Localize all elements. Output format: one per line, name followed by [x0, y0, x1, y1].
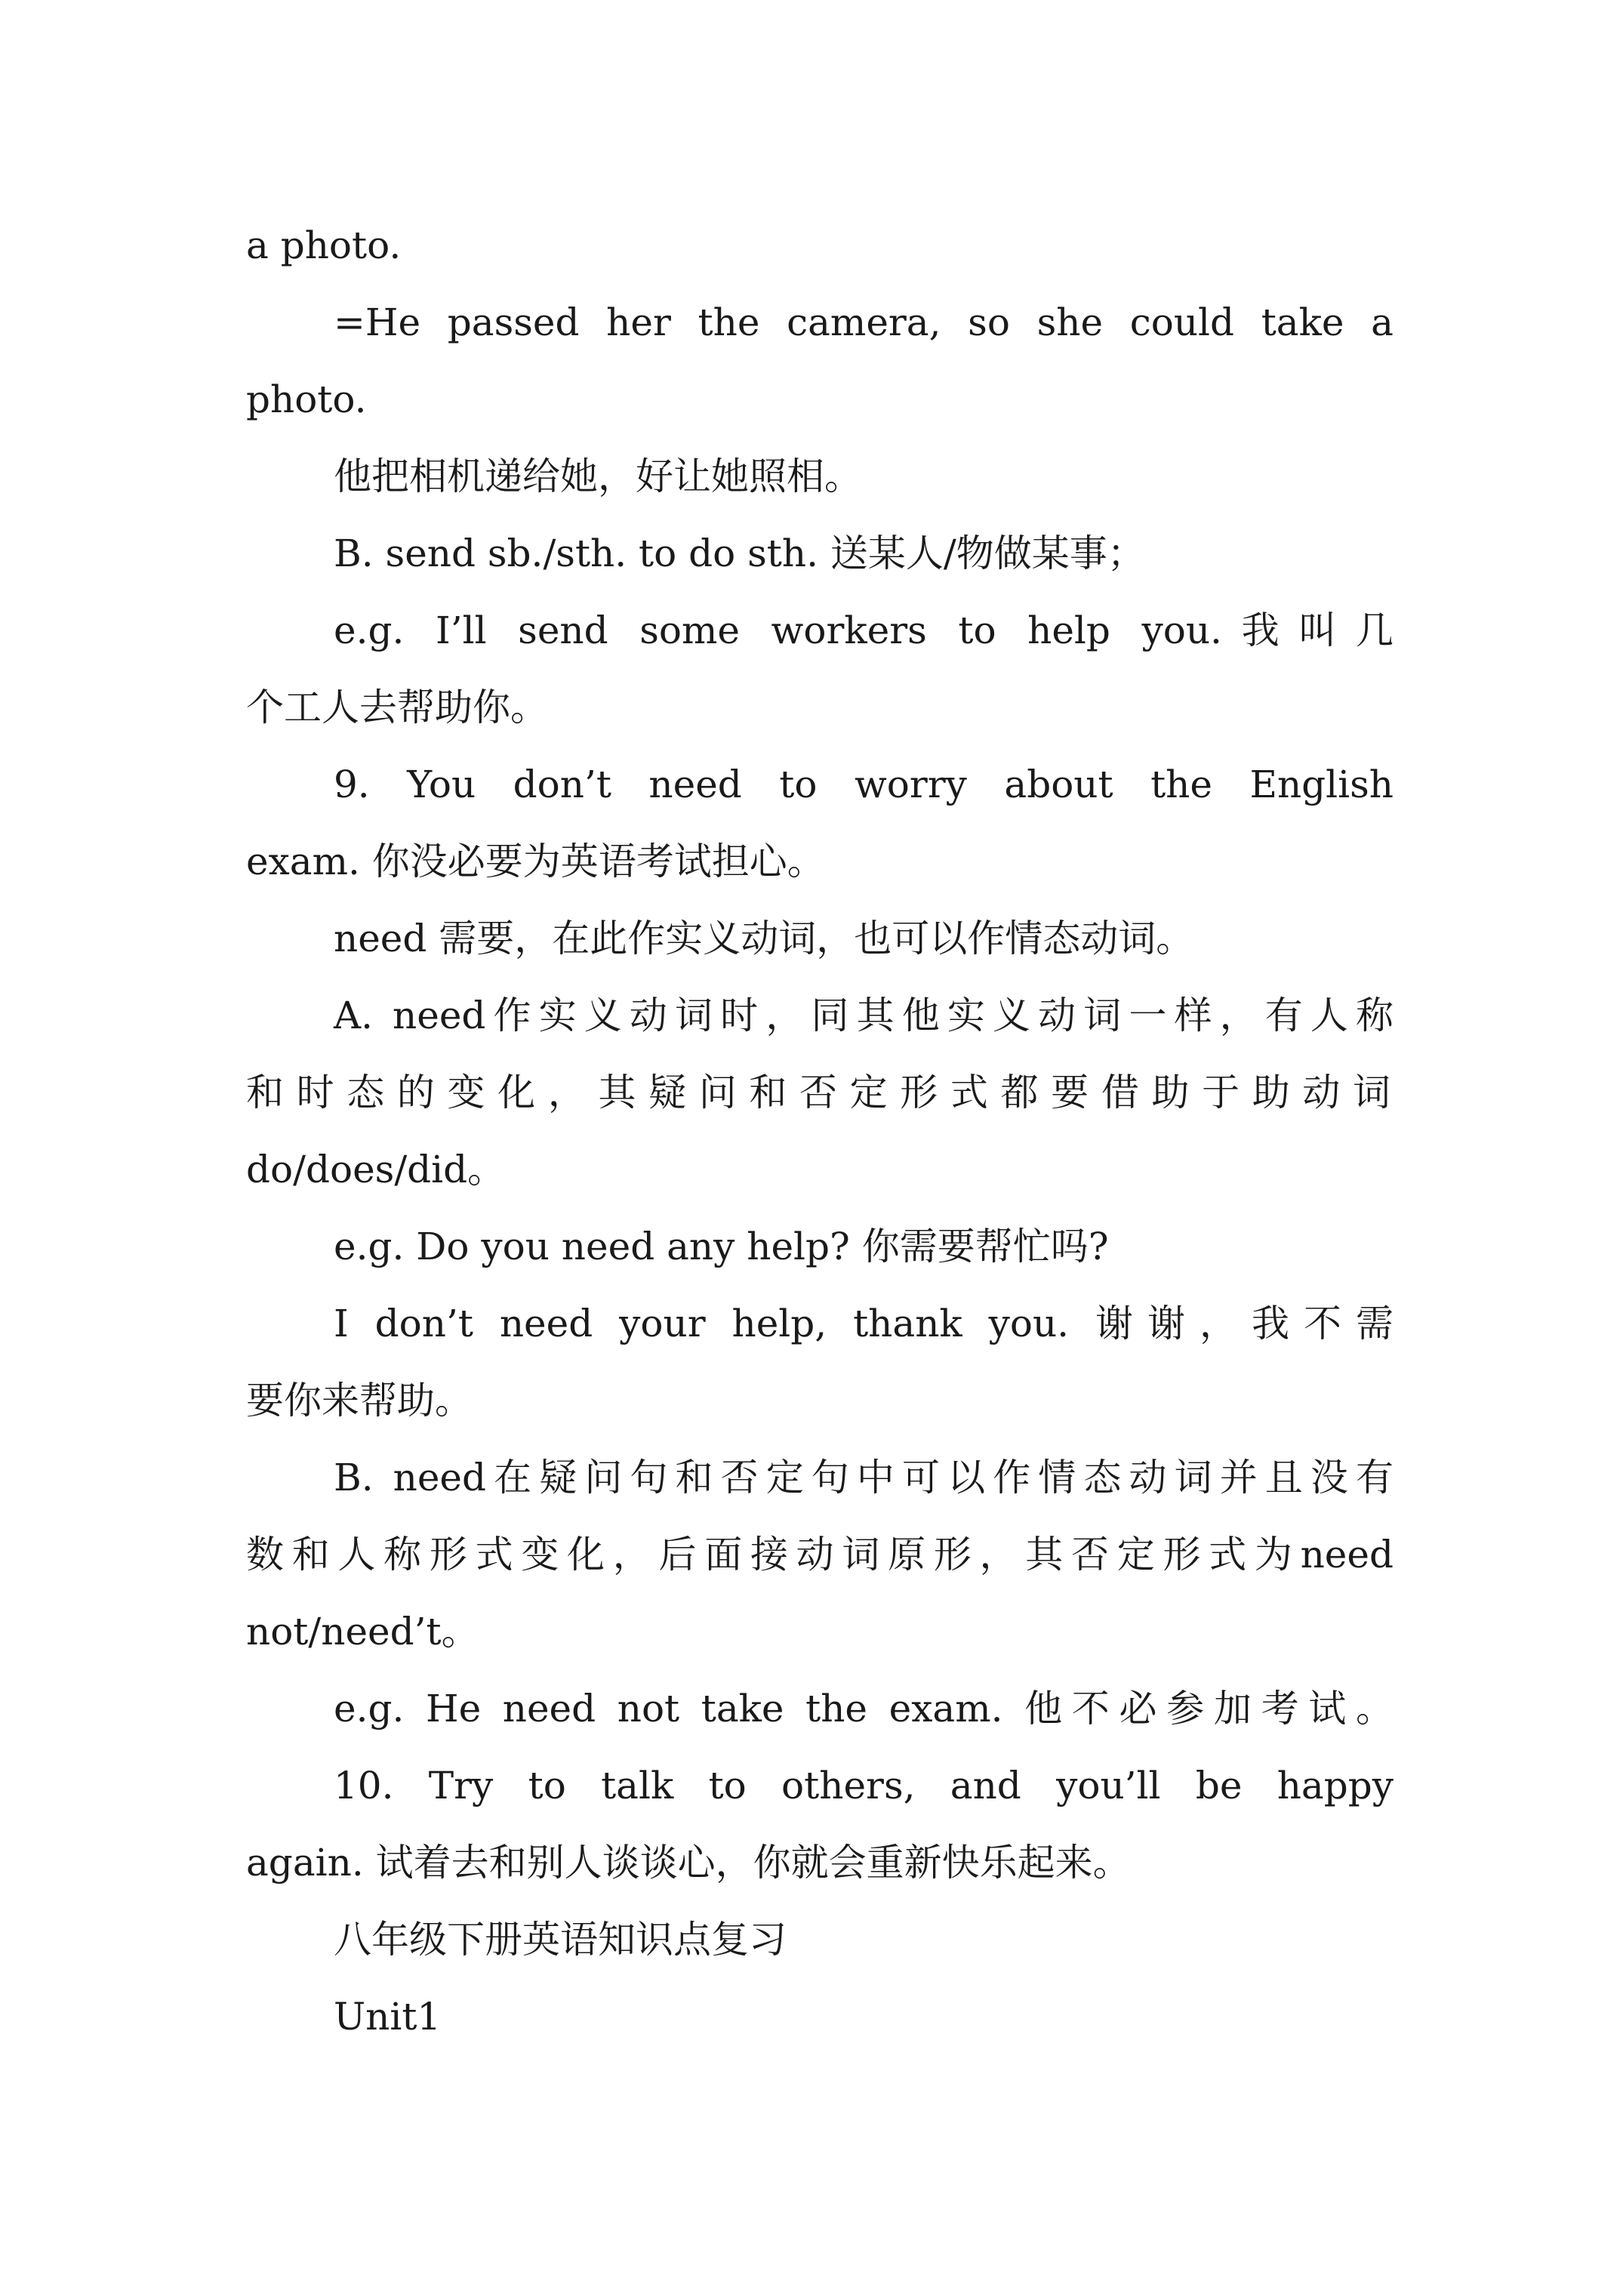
text-line: again. 试着去和别人谈谈心，你就会重新快乐起来。 — [246, 1841, 1131, 1885]
text-line: =He passed her the camera, so she could take a — [334, 300, 1394, 344]
text-line: e.g. He need not take the exam. 他不必参加考试。 — [334, 1687, 1394, 1730]
text-line: do/does/did。 — [246, 1148, 506, 1191]
text-line: 他把相机递给她，好让她照相。 — [334, 455, 862, 498]
text-line: 要你来帮助。 — [246, 1379, 473, 1422]
text-line: e.g. I’ll send some workers to help you.我叫几 — [334, 609, 1394, 652]
text-line: 9. You don’t need to worry about the English — [334, 763, 1394, 806]
text-line: I don’t need your help, thank you. 谢谢，我不需 — [334, 1302, 1394, 1345]
text-line: exam. 你没必要为英语考试担心。 — [246, 840, 825, 883]
text-line: B. need在疑问句和否定句中可以作情态动词并且没有 — [334, 1456, 1394, 1499]
text-line: Unit1 — [334, 1995, 442, 2039]
text-line: not/need’t。 — [246, 1610, 479, 1653]
text-line: 10. Try to talk to others, and you’ll be happy — [334, 1764, 1394, 1808]
text-line: A. need作实义动词时，同其他实义动词一样，有人称 — [334, 994, 1394, 1037]
text-line: 八年级下册英语知识点复习 — [334, 1918, 787, 1962]
text-line: 和时态的变化，其疑问和否定形式都要借助于助动词 — [246, 1071, 1394, 1114]
text-line: 个工人去帮助你。 — [246, 686, 548, 729]
text-line: a photo. — [246, 223, 402, 267]
text-line: 数和人称形式变化，后面接动词原形，其否定形式为need — [246, 1533, 1394, 1576]
text-line: need 需要，在此作实义动词，也可以作情态动词。 — [334, 917, 1194, 960]
text-line: photo. — [246, 378, 367, 421]
text-line: e.g. Do you need any help? 你需要帮忙吗? — [334, 1225, 1109, 1268]
text-line: B. send sb./sth. to do sth. 送某人/物做某事； — [334, 532, 1145, 575]
